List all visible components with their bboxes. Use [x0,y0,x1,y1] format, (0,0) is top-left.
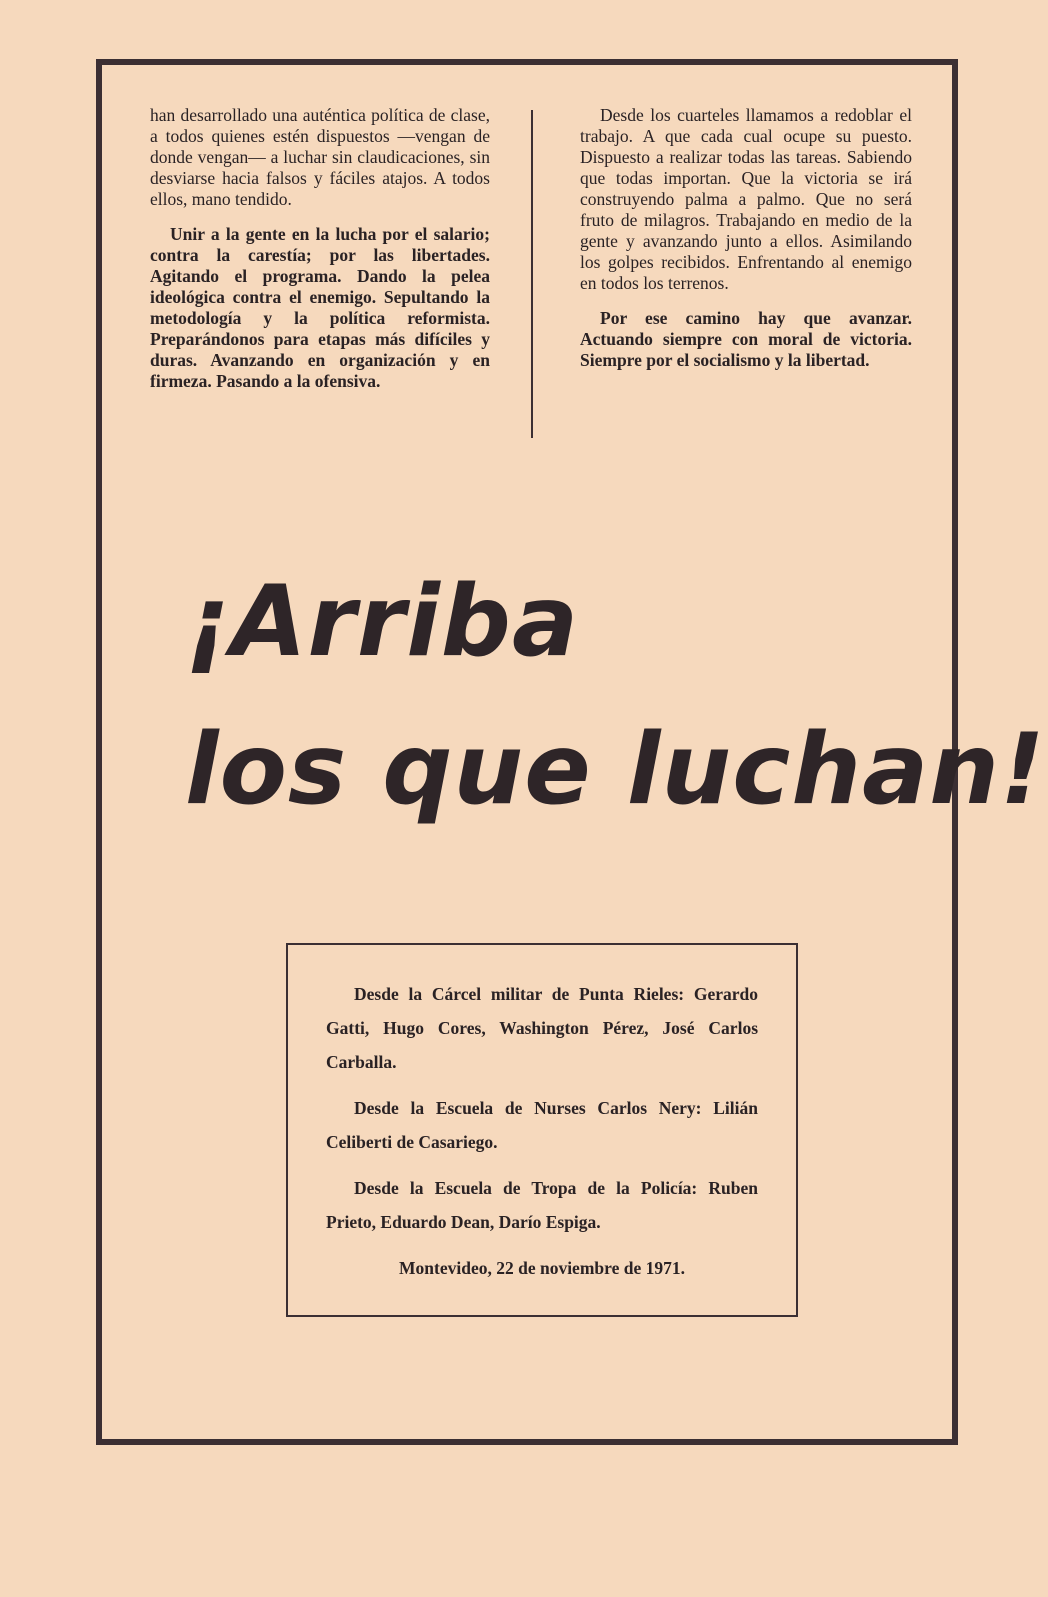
left-paragraph-2: Unir a la gente en la lucha por el salario; contra la carestía; por las libertades. Agitando el programa. Dando la pelea ideológica contra el enemigo. Sepultando la metodología y la política reformista. Preparándonos para etapas más difíciles y duras. Avanzando en organización y en firmeza. Pasando a la ofensiva. [150,224,490,391]
column-divider [531,110,533,438]
left-column [150,105,490,406]
signers-escuela-tropa: Desde la Escuela de Tropa de la Policía: Ruben Prieto, Eduardo Dean, Darío Espiga. [326,1178,758,1232]
right-column [580,105,912,385]
headline-line-1: ¡Arriba [185,565,580,679]
headline-line-2: los que luchan! [185,713,1046,827]
right-paragraph-1: Desde los cuarteles llamamos a redoblar el trabajo. A que cada cual ocupe su puesto. Dispuesto a realizar todas las tareas. Sabiendo que todas importan. Que la victoria se irá construyendo palma a palmo. Que no será fruto de milagros. Trabajando en medio de la gente y avanzando junto a ellos. Asimilando los golpes recibidos. Enfrentando al enemigo en todos los terrenos. [580,105,912,293]
signers-punta-rieles: Desde la Cárcel militar de Punta Rieles: Gerardo Gatti, Hugo Cores, Washington Pérez, José Carlos Carballa. [326,984,758,1072]
signers-box [286,943,798,1317]
headline [185,548,1046,844]
left-paragraph-1: han desarrollado una auténtica política de clase, a todos quienes estén dispuestos —vengan de donde vengan— a luchar sin claudicaciones, sin desviarse hacia falsos y fáciles atajos. A todos ellos, mano tendido. [150,105,490,209]
signature-date: Montevideo, 22 de noviembre de 1971. [399,1258,685,1278]
signers-escuela-nurses: Desde la Escuela de Nurses Carlos Nery: Lilián Celiberti de Casariego. [326,1098,758,1152]
right-paragraph-2: Por ese camino hay que avanzar. Actuando siempre con moral de victoria. Siempre por el socialismo y la libertad. [580,308,912,370]
